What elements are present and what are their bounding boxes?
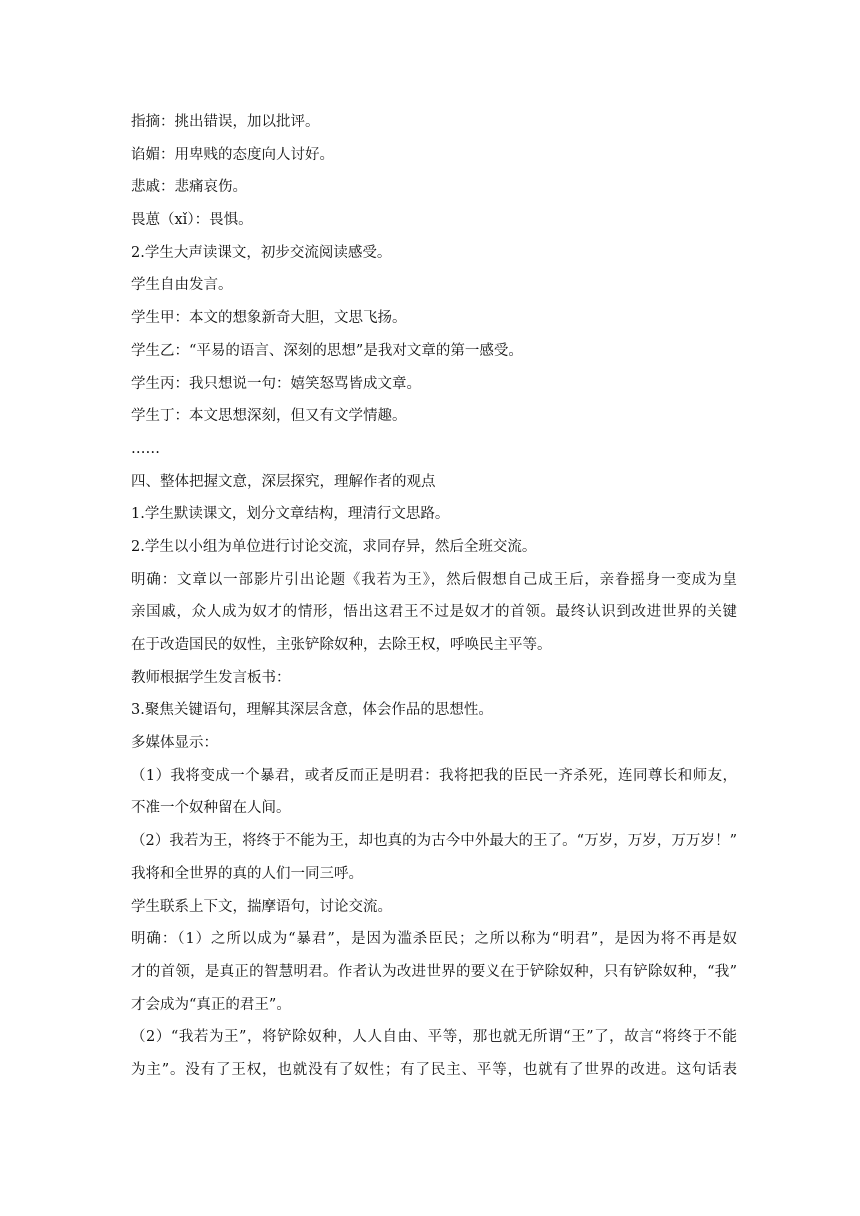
text-line: 明确：文章以一部影片引出论题《我若为王》，然后假想自己成王后，亲眷摇身一变成为皇: [131, 571, 737, 588]
text-line: 指摘：挑出错误，加以批评。: [131, 114, 320, 130]
text-line: 学生甲：本文的想象新奇大胆，文思飞扬。: [131, 310, 407, 327]
text-line: 谄媚：用卑贱的态度向人讨好。: [131, 146, 334, 163]
text-line: 学生自由发言。: [131, 277, 233, 294]
text-line: 1.学生默读课文，划分文章结构，理清行文思路。: [131, 506, 450, 523]
text-line: 四、整体把握文意，深层探究，理解作者的观点: [131, 473, 436, 490]
text-line: 2.学生以小组为单位进行讨论交流，求同存异，然后全班交流。: [131, 538, 537, 555]
text-line: ……: [131, 440, 160, 457]
text-line: 学生联系上下文，揣摩语句，讨论交流。: [131, 898, 392, 915]
text-line: 亲国戚，众人成为奴才的情形，悟出这君王不过是奴才的首领。最终认识到改进世界的关键: [131, 604, 737, 621]
text-line: 畏葸（xǐ）：畏惧。: [131, 212, 253, 229]
text-line: 为主”。没有了王权，也就没有了奴性；有了民主、平等，也就有了世界的改进。这句话表: [131, 1061, 737, 1078]
text-line: 明确：（1）之所以成为“暴君”，是因为滥杀臣民；之所以称为“明君”，是因为将不再是奴: [131, 931, 737, 948]
text-line: 多媒体显示：: [131, 735, 218, 752]
text-line: 在于改造国民的奴性，主张铲除奴种，去除王权，呼唤民主平等。: [131, 637, 552, 653]
text-line: 3.聚焦关键语句，理解其深层含意，体会作品的思想性。: [131, 702, 493, 719]
document-body: [131, 106, 737, 1087]
text-line: （2）我若为王，将终于不能为王，却也真的为古今中外最大的王了。“万岁，万岁，万万岁！”: [131, 833, 737, 850]
text-line: （1）我将变成一个暴君，或者反而正是明君：我将把我的臣民一齐杀死，连同尊长和师友，: [131, 767, 737, 784]
text-line: 学生乙：“平易的语言、深刻的思想”是我对文章的第一感受。: [131, 342, 523, 359]
text-line: 悲戚：悲痛哀伤。: [131, 179, 247, 196]
text-line: 才的首领，是真正的智慧明君。作者认为改进世界的要义在于铲除奴种，只有铲除奴种，“我”: [131, 963, 737, 980]
text-line: 才会成为“真正的君王”。: [131, 996, 291, 1013]
text-line: 我将和全世界的真的人们一同三呼。: [131, 865, 363, 882]
text-line: 学生丙：我只想说一句：嬉笑怒骂皆成文章。: [131, 375, 421, 392]
text-line: 2.学生大声读课文，初步交流阅读感受。: [131, 244, 392, 261]
text-line: 学生丁：本文思想深刻，但又有文学情趣。: [131, 408, 407, 425]
text-line: （2）“我若为王”，将铲除奴种，人人自由、平等，那也就无所谓“王”了，故言“将终于不能: [131, 1029, 737, 1046]
text-line: 不准一个奴种留在人间。: [131, 800, 291, 817]
text-line: 教师根据学生发言板书：: [131, 669, 291, 686]
